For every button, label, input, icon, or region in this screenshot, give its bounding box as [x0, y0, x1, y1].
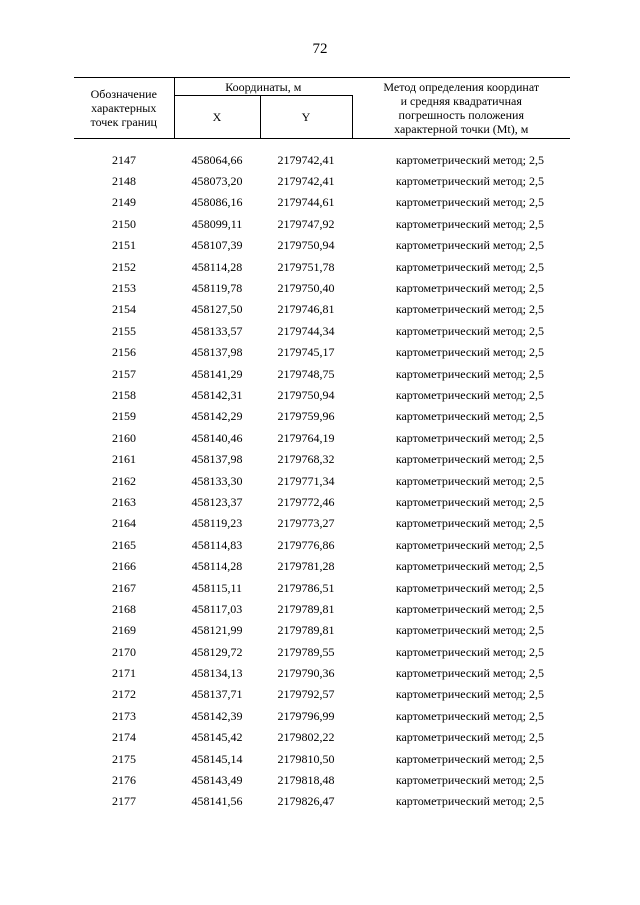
header-point-line: Обозначение [90, 87, 157, 101]
table-row [74, 170, 570, 191]
cell-y: 2179781,28 [277, 559, 335, 574]
cell-y: 2179750,40 [277, 281, 335, 296]
cell-x: 458114,28 [191, 259, 243, 274]
table-row [74, 555, 570, 576]
cell-y: 2179748,75 [277, 366, 335, 381]
header-method-line: Метод определения координат [383, 80, 540, 94]
cell-method: картометрический метод; 2,5 [395, 195, 544, 210]
table-row [74, 769, 570, 790]
cell-method: картометрический метод; 2,5 [395, 708, 544, 723]
cell-method: картометрический метод; 2,5 [395, 216, 544, 231]
cell-x: 458064,66 [191, 152, 243, 167]
cell-y: 2179742,41 [277, 152, 335, 167]
cell-y: 2179789,55 [277, 644, 335, 659]
cell-x: 458114,83 [191, 537, 243, 552]
cell-method: картометрический метод; 2,5 [395, 644, 544, 659]
table-row [74, 342, 570, 363]
cell-x: 458123,37 [191, 494, 243, 509]
page-number: 72 [312, 41, 328, 57]
cell-point-id: 2168 [112, 601, 136, 616]
cell-x: 458114,28 [191, 559, 243, 574]
table-row [74, 791, 570, 812]
cell-y: 2179750,94 [277, 238, 335, 253]
cell-x: 458129,72 [191, 644, 243, 659]
cell-x: 458133,57 [191, 323, 243, 338]
cell-x: 458119,23 [191, 516, 243, 531]
cell-x: 458115,11 [191, 580, 243, 595]
cell-point-id: 2163 [112, 494, 136, 509]
cell-x: 458119,78 [191, 281, 243, 296]
cell-y: 2179810,50 [277, 751, 335, 766]
table-row [74, 363, 570, 384]
table-row [74, 470, 570, 491]
header-point-line: характерных [91, 101, 157, 115]
cell-y: 2179818,48 [277, 773, 335, 788]
header-x: X [174, 96, 260, 139]
cell-y: 2179744,34 [277, 323, 335, 338]
cell-point-id: 2153 [112, 281, 136, 296]
cell-x: 458141,29 [191, 366, 243, 381]
cell-point-id: 2148 [112, 174, 136, 189]
cell-method: картометрический метод; 2,5 [395, 323, 544, 338]
cell-y: 2179776,86 [277, 537, 335, 552]
cell-point-id: 2173 [112, 708, 136, 723]
table-row [74, 427, 570, 448]
cell-method: картометрический метод; 2,5 [395, 473, 544, 488]
table-row [74, 192, 570, 213]
table-row [74, 684, 570, 705]
cell-y: 2179744,61 [277, 195, 335, 210]
cell-method: картометрический метод; 2,5 [395, 494, 544, 509]
cell-x: 458117,03 [191, 601, 243, 616]
table-row [74, 448, 570, 469]
table-row [74, 256, 570, 277]
table-row [74, 277, 570, 298]
cell-y: 2179751,78 [277, 259, 335, 274]
table-row [74, 235, 570, 256]
cell-y: 2179790,36 [277, 666, 335, 681]
cell-method: картометрический метод; 2,5 [395, 559, 544, 574]
cell-y: 2179768,32 [277, 452, 335, 467]
cell-y: 2179771,34 [277, 473, 335, 488]
cell-x: 458137,71 [191, 687, 243, 702]
cell-point-id: 2170 [112, 644, 136, 659]
cell-x: 458099,11 [191, 216, 243, 231]
cell-point-id: 2151 [112, 238, 136, 253]
cell-method: картометрический метод; 2,5 [395, 452, 544, 467]
cell-y: 2179746,81 [277, 302, 335, 317]
cell-y: 2179742,41 [277, 174, 335, 189]
cell-point-id: 2149 [112, 195, 136, 210]
table-row [74, 662, 570, 683]
cell-point-id: 2156 [112, 345, 136, 360]
table-row [74, 641, 570, 662]
cell-method: картометрический метод; 2,5 [395, 387, 544, 402]
cell-x: 458141,56 [191, 794, 243, 809]
cell-point-id: 2177 [112, 794, 136, 809]
cell-y: 2179764,19 [277, 430, 335, 445]
cell-y: 2179759,96 [277, 409, 335, 424]
cell-point-id: 2169 [112, 623, 136, 638]
cell-x: 458137,98 [191, 452, 243, 467]
cell-point-id: 2174 [112, 730, 136, 745]
table-row [74, 320, 570, 341]
cell-y: 2179772,46 [277, 494, 335, 509]
table-row [74, 705, 570, 726]
cell-point-id: 2150 [112, 216, 136, 231]
cell-point-id: 2155 [112, 323, 136, 338]
cell-point-id: 2165 [112, 537, 136, 552]
table-row [74, 577, 570, 598]
cell-x: 458134,13 [191, 666, 243, 681]
table-row [74, 213, 570, 234]
cell-method: картометрический метод; 2,5 [395, 152, 544, 167]
cell-point-id: 2167 [112, 580, 136, 595]
cell-x: 458133,30 [191, 473, 243, 488]
cell-point-id: 2171 [112, 666, 136, 681]
cell-method: картометрический метод; 2,5 [395, 580, 544, 595]
cell-point-id: 2159 [112, 409, 136, 424]
cell-point-id: 2147 [112, 152, 136, 167]
cell-method: картометрический метод; 2,5 [395, 345, 544, 360]
header-point-line: точек границ [90, 115, 157, 129]
cell-method: картометрический метод; 2,5 [395, 687, 544, 702]
cell-x: 458107,39 [191, 238, 243, 253]
table-row [74, 406, 570, 427]
table-row [74, 491, 570, 512]
cell-method: картометрический метод; 2,5 [395, 537, 544, 552]
cell-method: картометрический метод; 2,5 [395, 409, 544, 424]
cell-y: 2179796,99 [277, 708, 335, 723]
cell-point-id: 2164 [112, 516, 136, 531]
cell-y: 2179792,57 [277, 687, 335, 702]
cell-x: 458145,14 [191, 751, 243, 766]
cell-y: 2179745,17 [277, 345, 335, 360]
cell-x: 458073,20 [191, 174, 243, 189]
cell-x: 458142,29 [191, 409, 243, 424]
cell-method: картометрический метод; 2,5 [395, 730, 544, 745]
header-method-line: характерной точки (Mt), м [394, 122, 529, 136]
header-coordinates: Координаты, м [174, 78, 352, 96]
cell-x: 458137,98 [191, 345, 243, 360]
cell-x: 458140,46 [191, 430, 243, 445]
table-row [74, 384, 570, 405]
cell-method: картометрический метод; 2,5 [395, 281, 544, 296]
cell-x: 458121,99 [191, 623, 243, 638]
header-method-line: и средняя квадратичная [400, 94, 522, 108]
cell-method: картометрический метод; 2,5 [395, 259, 544, 274]
header-y: Y [260, 96, 352, 139]
cell-point-id: 2175 [112, 751, 136, 766]
table-row [74, 598, 570, 619]
cell-x: 458142,39 [191, 708, 243, 723]
cell-y: 2179786,51 [277, 580, 335, 595]
cell-x: 458143,49 [191, 773, 243, 788]
table-row [74, 620, 570, 641]
cell-method: картометрический метод; 2,5 [395, 601, 544, 616]
cell-method: картометрический метод; 2,5 [395, 430, 544, 445]
cell-y: 2179826,47 [277, 794, 335, 809]
cell-point-id: 2160 [112, 430, 136, 445]
cell-y: 2179789,81 [277, 623, 335, 638]
cell-y: 2179802,22 [277, 730, 335, 745]
cell-method: картометрический метод; 2,5 [395, 666, 544, 681]
cell-method: картометрический метод; 2,5 [395, 238, 544, 253]
table-row [74, 748, 570, 769]
cell-point-id: 2158 [112, 387, 136, 402]
table-row [74, 727, 570, 748]
cell-point-id: 2166 [112, 559, 136, 574]
header-method [352, 78, 570, 139]
table-row [74, 534, 570, 555]
cell-y: 2179773,27 [277, 516, 335, 531]
cell-point-id: 2157 [112, 366, 136, 381]
cell-point-id: 2154 [112, 302, 136, 317]
table-body [74, 139, 570, 813]
table-row [74, 513, 570, 534]
cell-method: картометрический метод; 2,5 [395, 516, 544, 531]
header-method-line: погрешность положения [398, 108, 524, 122]
cell-y: 2179747,92 [277, 216, 335, 231]
cell-x: 458086,16 [191, 195, 243, 210]
cell-method: картометрический метод; 2,5 [395, 366, 544, 381]
cell-x: 458127,50 [191, 302, 243, 317]
cell-x: 458145,42 [191, 730, 243, 745]
cell-x: 458142,31 [191, 387, 243, 402]
cell-point-id: 2162 [112, 473, 136, 488]
cell-method: картометрический метод; 2,5 [395, 773, 544, 788]
coordinates-table [74, 77, 570, 812]
cell-method: картометрический метод; 2,5 [395, 302, 544, 317]
cell-method: картометрический метод; 2,5 [395, 751, 544, 766]
cell-point-id: 2161 [112, 452, 136, 467]
cell-point-id: 2152 [112, 259, 136, 274]
cell-point-id: 2176 [112, 773, 136, 788]
cell-point-id: 2172 [112, 687, 136, 702]
table-row [74, 139, 570, 171]
cell-method: картометрический метод; 2,5 [395, 794, 544, 809]
cell-method: картометрический метод; 2,5 [395, 174, 544, 189]
cell-y: 2179789,81 [277, 601, 335, 616]
header-point-designation [74, 78, 174, 139]
cell-y: 2179750,94 [277, 387, 335, 402]
cell-method: картометрический метод; 2,5 [395, 623, 544, 638]
table-row [74, 299, 570, 320]
